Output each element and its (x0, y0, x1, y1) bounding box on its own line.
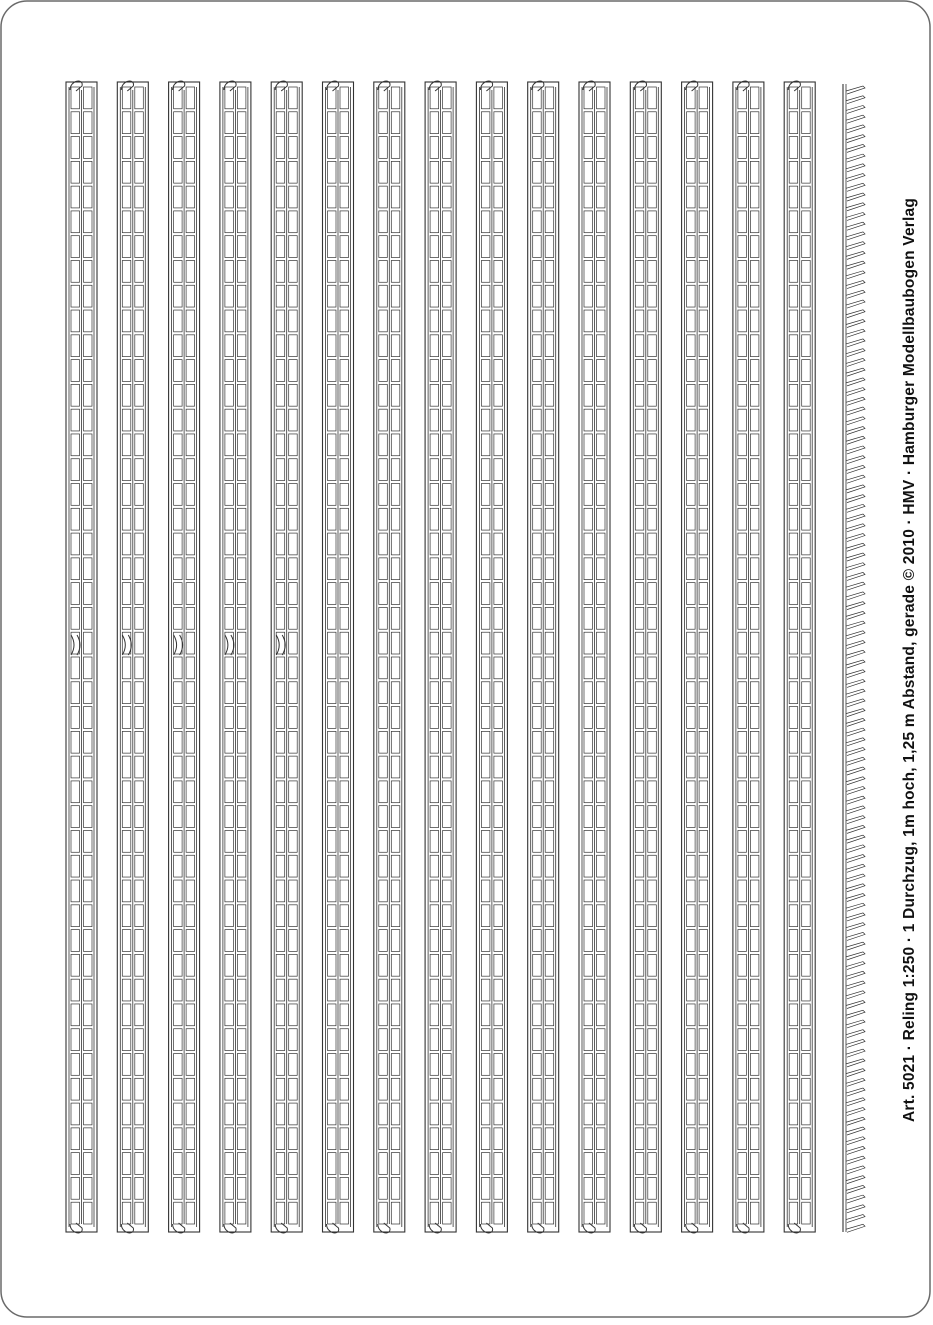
railing-strip (66, 81, 97, 1233)
sheet-caption: Art. 5021 · Reling 1:250 · 1 Durchzug, 1m hoch, 1,25 m Abstand, gerade © 2010 · HMV · Hamburger Modellbaubogen Verlag (901, 198, 918, 1122)
railing-strip (784, 81, 815, 1233)
railing-strip (630, 81, 661, 1233)
sheet-border (1, 1, 930, 1317)
railing-strip (528, 81, 559, 1233)
railing-strip (733, 81, 764, 1233)
railing-strip (682, 81, 713, 1233)
railing-strip (579, 81, 610, 1233)
